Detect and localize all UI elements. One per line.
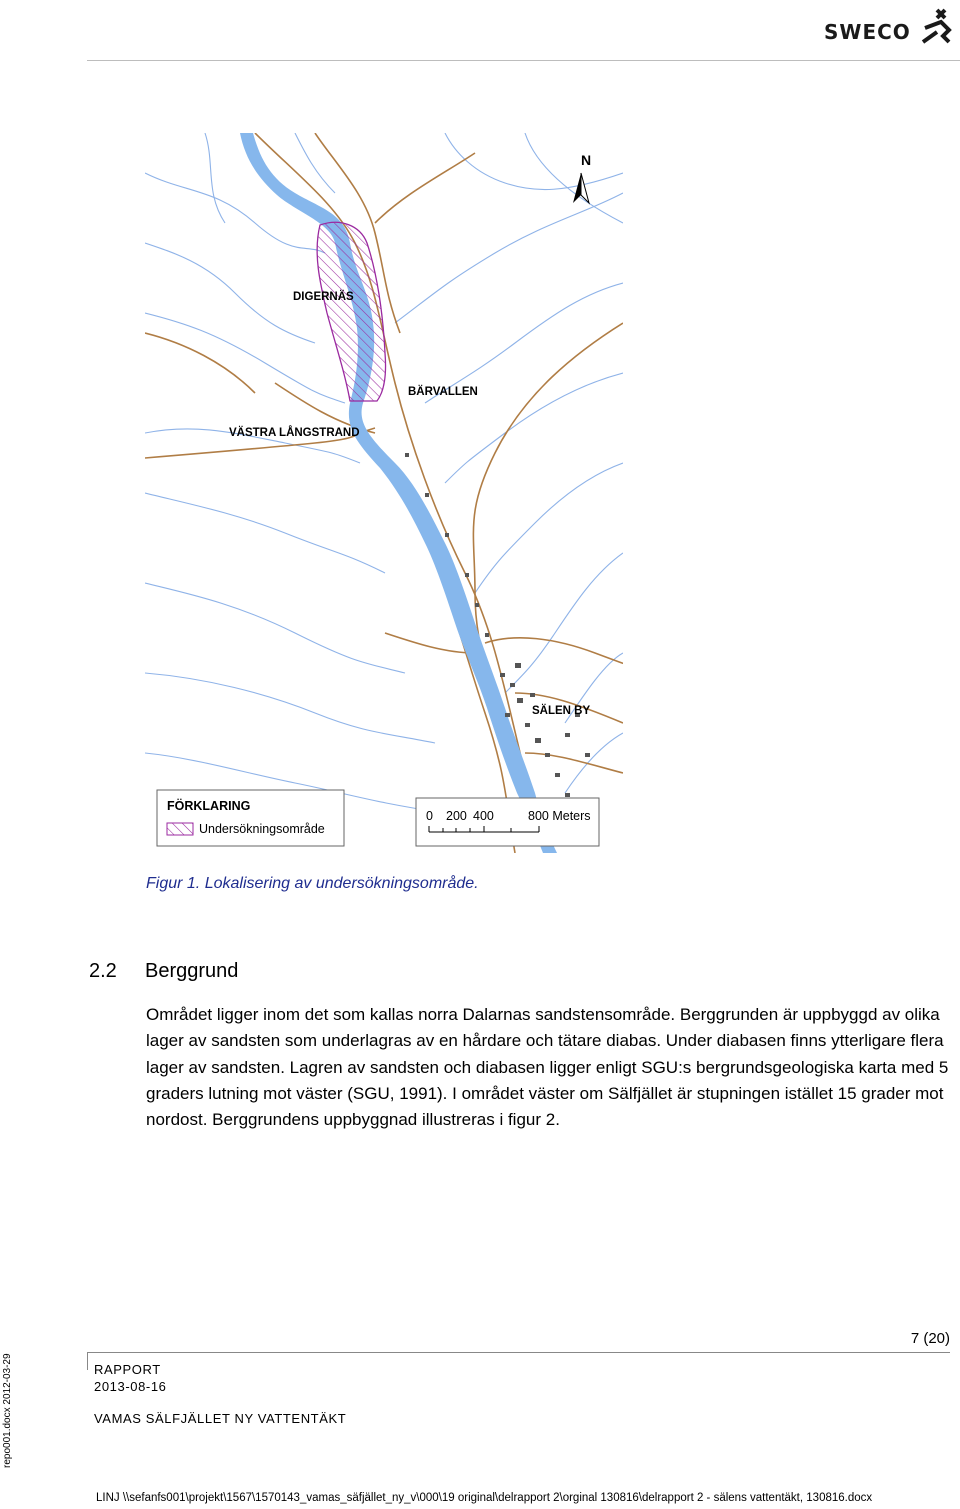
legend-item: Undersökningsområde — [199, 822, 325, 836]
scale-200: 200 — [446, 809, 467, 823]
figure-caption: Figur 1. Lokalisering av undersökningsområde. — [146, 875, 479, 892]
footer-rule-vertical — [87, 1352, 88, 1370]
page-number: 7 (20) — [910, 1330, 950, 1347]
footer-project: VAMAS SÄLFJÄLLET NY VATTENTÄKT — [94, 1411, 347, 1426]
header-rule — [87, 60, 960, 61]
north-label: N — [581, 152, 592, 168]
footer-rule — [87, 1352, 950, 1353]
label-salen-by: SÄLEN BY — [532, 705, 591, 717]
logo-text: SWECO — [824, 20, 911, 44]
section-number: 2.2 — [89, 960, 117, 982]
sweco-person-icon — [919, 8, 953, 46]
scale-bar — [416, 798, 599, 846]
label-barvallen: BÄRVALLEN — [408, 386, 478, 398]
section-paragraph: Området ligger inom det som kallas norra Dalarnas sandstensområde. Berggrunden är uppbyggd av olika lager av sandsten som underlagras av en hårdare och tätare diabas. Under diabasen finns ytterligare flera lager av sandsten. Lagren av sandsten och diabasen ligger enligt SGU:s bergrundsgeologiska karta med 5 graders lutning mot väster (SGU, 1991). I området väster om Sälfjället är stupningen istället 15 grader mot nordost. Berggrundens uppbyggnad illustreras i figur 2. — [146, 1005, 949, 1130]
location-map — [145, 133, 623, 853]
legend-hatch-swatch — [167, 823, 193, 835]
scale-800: 800 Meters — [528, 809, 591, 823]
sweco-logo — [824, 8, 954, 48]
section-heading — [89, 960, 238, 983]
template-side-text: repo001.docx 2012-03-29 — [2, 1353, 13, 1468]
map-legend — [157, 790, 344, 846]
footer-date: 2013-08-16 — [94, 1379, 167, 1394]
legend-title: FÖRKLARING — [167, 799, 251, 813]
scale-400: 400 — [473, 809, 494, 823]
label-digernas: DIGERNÄS — [293, 291, 354, 303]
footer-file-path: LINJ \\sefanfs001\projekt\1567\1570143_vamas_säfjället_ny_v\000\19 original\delrapport 2\orginal 130816\delrapport 2 - sälens vattentäkt, 130816.docx — [96, 1492, 873, 1504]
section-title: Berggrund — [145, 960, 239, 982]
label-vastra-langstrand: VÄSTRA LÅNGSTRAND — [229, 427, 360, 439]
scale-0: 0 — [426, 809, 433, 823]
footer-report-label: RAPPORT — [94, 1362, 161, 1377]
